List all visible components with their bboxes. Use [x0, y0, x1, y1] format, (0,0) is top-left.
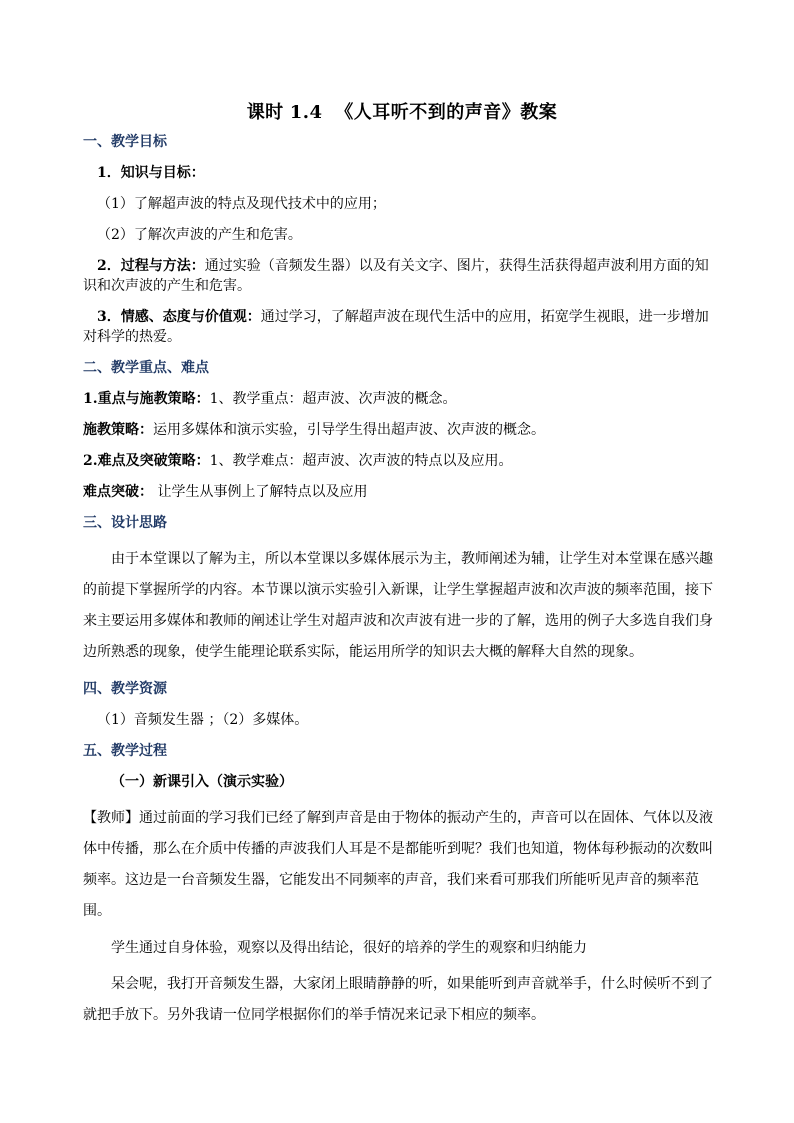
key-point-text: 1、教学重点：超声波、次声波的概念。 — [209, 391, 457, 407]
section-heading-key-points: 二、教学重点、难点 — [83, 360, 209, 376]
section-heading-process: 五、教学过程 — [83, 743, 167, 759]
section-heading-design: 三、设计思路 — [83, 515, 167, 531]
teacher-paragraph — [83, 803, 721, 927]
knowledge-label: 1．知识与目标： — [97, 165, 205, 181]
document-body — [83, 100, 721, 1042]
strategy-paragraph — [83, 420, 721, 440]
knowledge-item-2: （2）了解次声波的产生和危害。 — [97, 227, 302, 243]
teacher-text: 通过前面的学习我们已经了解到声音是由于物体的振动产生的，声音可以在固体、气体以及液体中传播，那么在介质中传播的声波我们人耳是不是都能听到呢？我们也知道，物体每秒振动的次数叫频率。这边是一台音频发生器，它能发出不同频率的声音，我们来看可那我们所能听见声音的频率范围。 — [83, 810, 713, 919]
strategy-text: 运用多媒体和演示实验，引导学生得出超声波、次声波的概念。 — [153, 422, 545, 438]
breakthrough-label: 难点突破： — [83, 484, 153, 500]
difficulty-label: 2.难点及突破策略： — [83, 453, 210, 469]
difficulty-paragraph — [83, 451, 721, 471]
breakthrough-paragraph — [83, 482, 721, 502]
key-point-paragraph — [83, 389, 721, 409]
student-paragraph: 学生通过自身体验，观察以及得出结论，很好的培养的学生的观察和归纳能力 — [111, 940, 587, 956]
design-paragraph: 由于本堂课以了解为主，所以本堂课以多媒体展示为主，教师阐述为辅，让学生对本堂课在感兴趣的前提下掌握所学的内容。本节课以演示实验引入新课，让学生掌握超声波和次声波的频率范围，接下来主要运用多媒体和教师的阐述让学生对超声波和次声波有进一步的了解，选用的例子大多选自我们身边所熟悉的现象，使学生能理论联系实际，能运用所学的知识去大概的解释大自然的现象。 — [83, 551, 713, 660]
process-paragraph — [83, 256, 721, 296]
emotion-label: 3．情感、态度与价值观： — [97, 309, 261, 325]
page-title — [83, 100, 721, 126]
section-heading-objectives: 一、教学目标 — [83, 134, 167, 150]
title-name: 《人耳听不到的声音》教案 — [335, 102, 558, 123]
breakthrough-text: 让学生从事例上了解特点以及应用 — [153, 484, 368, 500]
key-point-label: 1.重点与施教策略： — [83, 391, 210, 407]
title-number: 1.4 — [289, 102, 323, 123]
knowledge-item-1: （1）了解超声波的特点及现代技术中的应用； — [97, 196, 386, 212]
teacher-tag: 【教师】 — [83, 810, 139, 826]
resources-text: （1）音频发生器 ；（2）多媒体。 — [97, 712, 309, 728]
process-label: 2．过程与方法： — [97, 258, 205, 274]
difficulty-text: 1、教学难点：超声波、次声波的特点以及应用。 — [209, 453, 513, 469]
strategy-label: 施教策略： — [83, 422, 153, 438]
emotion-text: 通过学习，了解超声波在现代生活中的应用，拓宽学生视眼，进一步增加对科学的热爱。 — [83, 309, 709, 345]
subsection-intro: （一）新课引入（演示实验） — [111, 774, 293, 790]
emotion-paragraph — [83, 307, 721, 347]
title-prefix: 课时 — [246, 102, 284, 123]
process-text: 通过实验（音频发生器）以及有关文字、图片，获得生活获得超声波利用方面的知识和次声波的产生和危害。 — [83, 258, 709, 294]
section-heading-resources: 四、教学资源 — [83, 681, 167, 697]
closing-paragraph: 呆会呢，我打开音频发生器，大家闭上眼睛静静的听，如果能听到声音就举手，什么时候听不到了就把手放下。另外我请一位同学根据你们的举手情况来记录下相应的频率。 — [83, 976, 713, 1023]
